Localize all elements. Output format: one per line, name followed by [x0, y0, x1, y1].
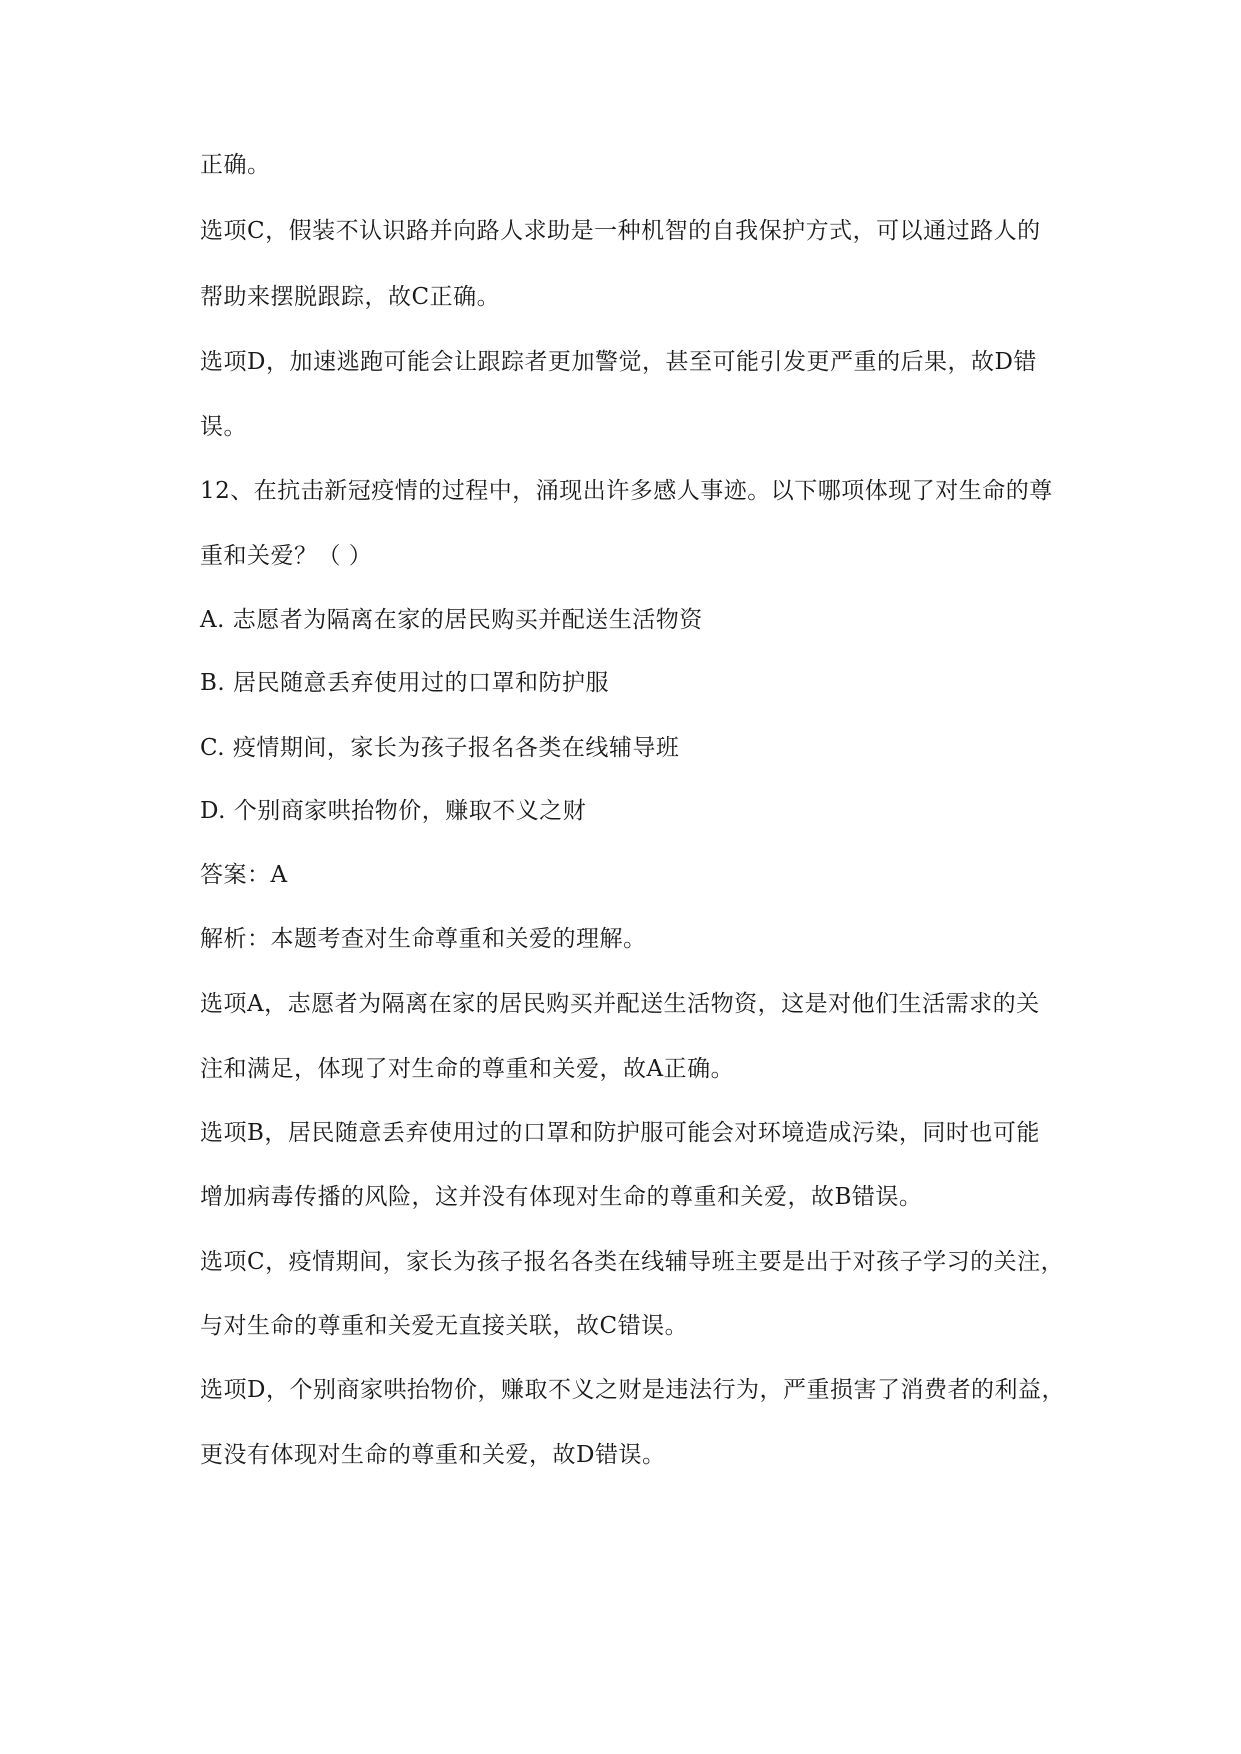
- text-line: 正确。: [200, 152, 271, 178]
- option-c: C. 疫情期间，家长为孩子报名各类在线辅导班: [200, 735, 680, 761]
- option-d: D. 个别商家哄抬物价，赚取不义之财: [200, 798, 587, 824]
- option-a: A. 志愿者为隔离在家的居民购买并配送生活物资: [200, 607, 703, 633]
- option-b: B. 居民随意丢弃使用过的口罩和防护服: [200, 670, 610, 696]
- question-title-line: 重和关爱？（ ）: [200, 543, 373, 569]
- text-line: 帮助来摆脱跟踪，故C正确。: [200, 284, 501, 310]
- explanation-line: 与对生命的尊重和关爱无直接关联，故C错误。: [200, 1313, 689, 1339]
- explanation-line: 更没有体现对生命的尊重和关爱，故D错误。: [200, 1442, 666, 1468]
- text-line: 选项C，假装不认识路并向路人求助是一种机智的自我保护方式，可以通过路人的: [200, 218, 1041, 244]
- text-line: 误。: [200, 414, 247, 440]
- explanation-line: 增加病毒传播的风险，这并没有体现对生命的尊重和关爱，故B错误。: [200, 1184, 923, 1210]
- answer-line: 答案：A: [200, 862, 288, 888]
- explanation-line: 注和满足，体现了对生命的尊重和关爱，故A正确。: [200, 1056, 735, 1082]
- text-line: 选项D，加速逃跑可能会让跟踪者更加警觉，甚至可能引发更严重的后果，故D错: [200, 349, 1037, 375]
- question-title-line: 12、在抗击新冠疫情的过程中，涌现出许多感人事迹。以下哪项体现了对生命的尊: [200, 478, 1053, 504]
- analysis-line: 解析：本题考查对生命尊重和关爱的理解。: [200, 926, 647, 952]
- explanation-line: 选项D，个别商家哄抬物价，赚取不义之财是违法行为，严重损害了消费者的利益，: [200, 1377, 1065, 1403]
- explanation-line: 选项A，志愿者为隔离在家的居民购买并配送生活物资，这是对他们生活需求的关: [200, 991, 1040, 1017]
- explanation-line: 选项B，居民随意丢弃使用过的口罩和防护服可能会对环境造成污染，同时也可能: [200, 1120, 1040, 1146]
- explanation-line: 选项C，疫情期间，家长为孩子报名各类在线辅导班主要是出于对孩子学习的关注，: [200, 1249, 1065, 1275]
